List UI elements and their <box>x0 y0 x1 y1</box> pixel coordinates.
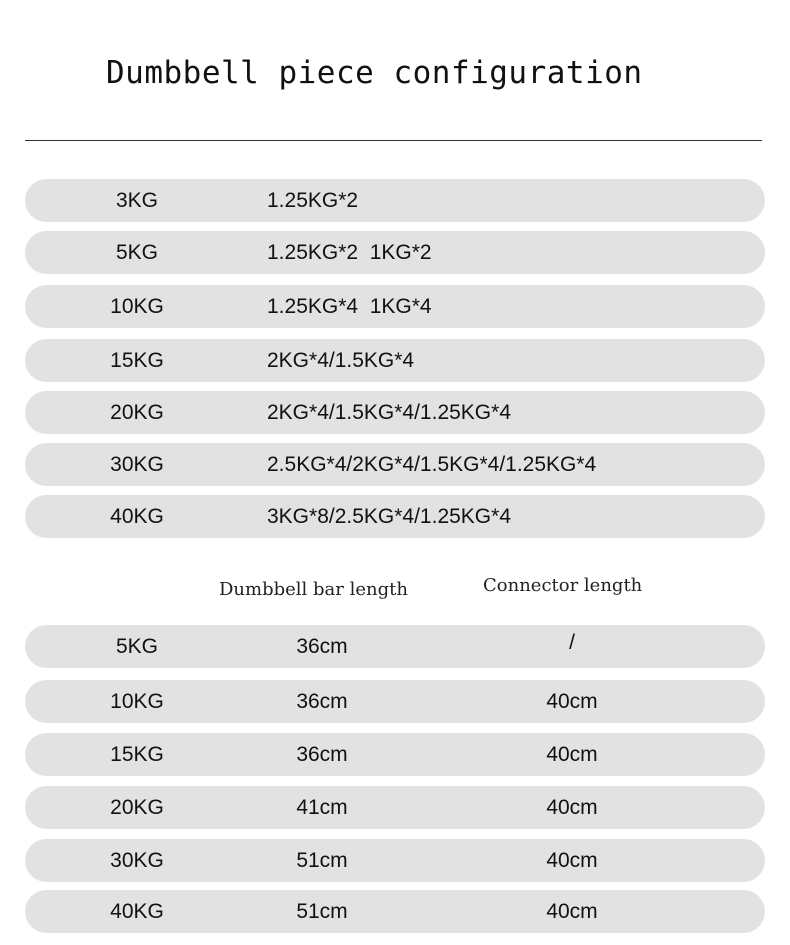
connector-length-cell: 40cm <box>546 796 598 819</box>
bar-length-header: Dumbbell bar length <box>219 579 408 600</box>
weight-cell: 30KG <box>110 849 164 872</box>
plates-cell: 1.25KG*2 <box>267 189 359 212</box>
plates-cell: 1.25KG*2 1KG*2 <box>267 241 432 264</box>
connector-length-cell: 40cm <box>546 743 598 766</box>
piece-row <box>25 495 765 538</box>
plates-cell: 2KG*4/1.5KG*4/1.25KG*4 <box>267 401 511 424</box>
connector-length-header: Connector length <box>483 575 643 596</box>
bar-length-cell: 41cm <box>296 796 348 819</box>
length-row <box>25 786 765 829</box>
piece-row <box>25 443 765 486</box>
bar-length-cell: 36cm <box>296 635 348 658</box>
piece-row <box>25 231 765 274</box>
bar-length-cell: 36cm <box>296 743 348 766</box>
weight-cell: 30KG <box>110 453 164 476</box>
length-row <box>25 625 765 668</box>
weight-cell: 20KG <box>110 401 164 424</box>
length-row <box>25 733 765 776</box>
weight-cell: 15KG <box>110 349 164 372</box>
weight-cell: 3KG <box>115 189 159 212</box>
bar-length-cell: 51cm <box>296 900 348 923</box>
piece-row <box>25 339 765 382</box>
connector-length-cell: 40cm <box>546 690 598 713</box>
piece-row <box>25 391 765 434</box>
weight-cell: 20KG <box>110 796 164 819</box>
plates-cell: 2.5KG*4/2KG*4/1.5KG*4/1.25KG*4 <box>267 453 597 476</box>
weight-cell: 40KG <box>110 900 164 923</box>
connector-length-cell: 40cm <box>546 849 598 872</box>
bar-length-cell: 36cm <box>296 690 348 713</box>
plates-cell: 1.25KG*4 1KG*4 <box>267 295 432 318</box>
piece-row <box>25 285 765 328</box>
weight-cell: 5KG <box>115 241 159 264</box>
weight-cell: 10KG <box>110 295 164 318</box>
title-divider <box>25 140 762 141</box>
bar-length-cell: 51cm <box>296 849 348 872</box>
plates-cell: 2KG*4/1.5KG*4 <box>267 349 415 372</box>
length-row <box>25 680 765 723</box>
weight-cell: 15KG <box>110 743 164 766</box>
page-title: Dumbbell piece configuration <box>106 55 643 91</box>
weight-cell: 5KG <box>115 635 159 658</box>
weight-cell: 40KG <box>110 505 164 528</box>
length-row <box>25 839 765 882</box>
connector-length-cell: / <box>569 631 575 654</box>
weight-cell: 10KG <box>110 690 164 713</box>
length-row <box>25 890 765 933</box>
plates-cell: 3KG*8/2.5KG*4/1.25KG*4 <box>267 505 511 528</box>
piece-row <box>25 179 765 222</box>
connector-length-cell: 40cm <box>546 900 598 923</box>
